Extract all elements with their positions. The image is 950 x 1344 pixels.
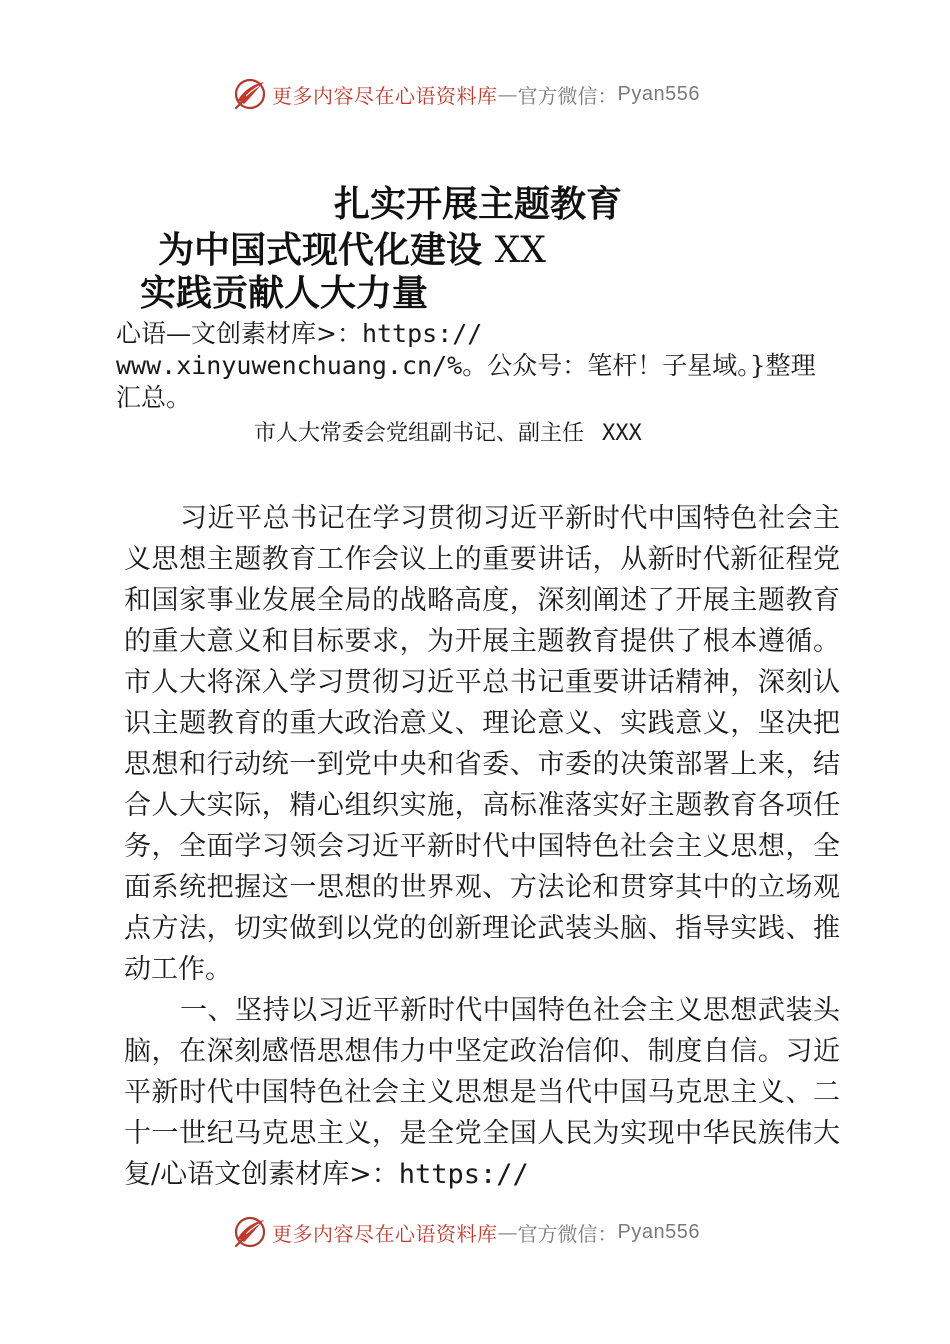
paragraph-2: [124, 990, 840, 1195]
pen-logo-icon: [232, 76, 268, 112]
article-body: [124, 498, 840, 1195]
header-banner: [232, 74, 752, 114]
source-note: [116, 318, 838, 414]
source-prefix: 心语—文创素材库>：: [116, 319, 362, 348]
title-line-2-suffix: XX: [494, 230, 546, 271]
author-name: XXX: [602, 421, 642, 446]
paragraph-2-text: 一、坚持以习近平新时代中国特色社会主义思想武装头脑，在深刻感悟思想伟力中坚定政治信仰、制度自信。习近平新时代中国特色社会主义思想是当代中国马克思主义、二十一世纪马克思主义，是全党全国人民为实现中华民族伟大复/心语文创素材库>：: [124, 995, 840, 1190]
pen-logo-icon: [232, 1214, 268, 1250]
title-line-2: [158, 230, 546, 271]
source-suffix: 。公众号：笔杆！子星域。}整理汇总。: [116, 351, 816, 412]
source-url[interactable]: https:// www.xinyuwenchuang.cn/%: [116, 319, 483, 380]
banner-text: 更多内容尽在心语资料库: [272, 1221, 498, 1246]
banner-wechat-id: Pyan556: [617, 82, 700, 105]
footer-banner: [232, 1212, 752, 1252]
banner-separator: —: [497, 1220, 518, 1244]
author-line: [254, 419, 642, 449]
title-line-2-prefix: 为中国式现代化建设: [158, 229, 483, 271]
banner-wechat-label: 官方微信：: [517, 83, 618, 108]
paragraph-1: 习近平总书记在学习贯彻习近平新时代中国特色社会主义思想主题教育工作会议上的重要讲话，从新时代新征程党和国家事业发展全局的战略高度，深刻阐述了开展主题教育的重大意义和目标要求，为开展主题教育提供了根本遵循。市人大将深入学习贯彻习近平总书记重要讲话精神，深刻认识主题教育的重大政治意义、理论意义、实践意义，坚决把思想和行动统一到党中央和省委、市委的决策部署上来，结合人大实际，精心组织实施，高标准落实好主题教育各项任务，全面学习领会习近平新时代中国特色社会主义思想，全面系统把握这一思想的世界观、方法论和贯穿其中的立场观点方法，切实做到以党的创新理论武装头脑、指导实践、推动工作。: [124, 503, 840, 985]
title-line-1: 扎实开展主题教育: [334, 183, 623, 225]
banner-wechat-label: 官方微信：: [517, 1221, 618, 1246]
title-line-3: 实践贡献人大力量: [140, 272, 429, 314]
banner-separator: —: [497, 82, 518, 106]
banner-wechat-id: Pyan556: [617, 1220, 700, 1243]
paragraph-2-url[interactable]: https://: [398, 1159, 529, 1190]
banner-text: 更多内容尽在心语资料库: [272, 83, 498, 108]
author-position: 市人大常委会党组副书记、副主任: [254, 421, 585, 446]
